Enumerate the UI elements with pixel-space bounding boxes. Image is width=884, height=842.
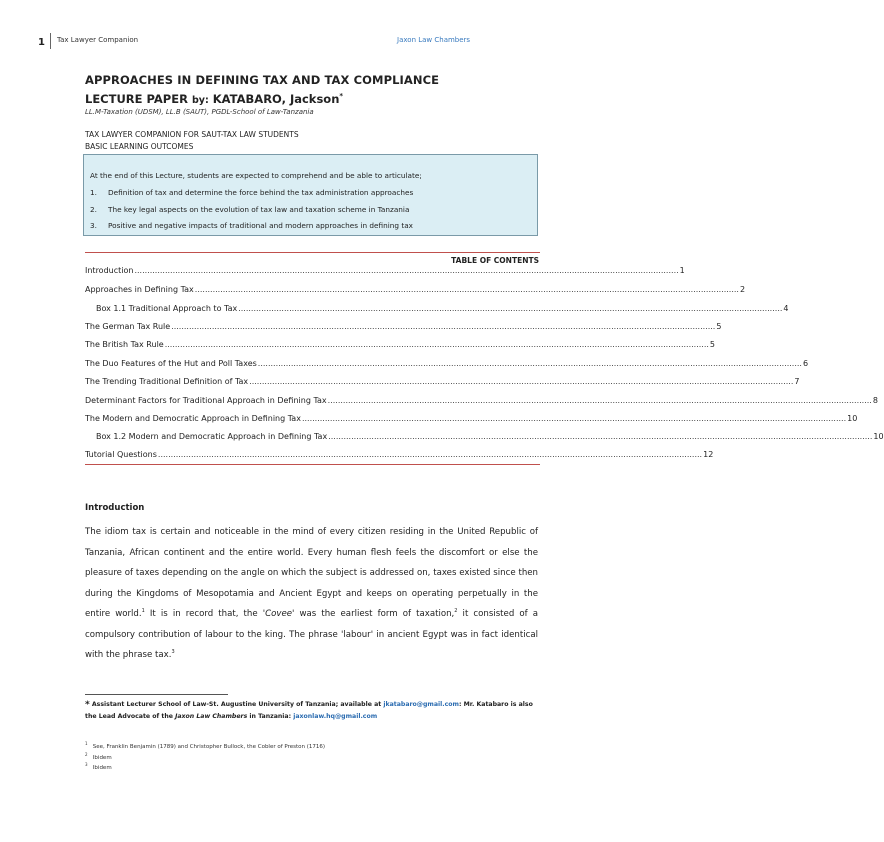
toc-entry-label: Tutorial Questions: [85, 450, 157, 459]
footnote-3: [85, 762, 112, 771]
toc-entry-tutorial-questions[interactable]: [85, 450, 714, 459]
outcome-text: Definition of tax and determine the force behind the tax administration approaches: [108, 188, 414, 197]
outcome-item: [90, 205, 409, 214]
author-name: KATABARO, Jackson: [212, 92, 340, 106]
footnote-ref[interactable]: 3: [171, 649, 175, 656]
email-link[interactable]: jkatabaro@gmail.com: [383, 701, 460, 708]
toc-entry-page: 12: [703, 450, 714, 459]
toc-entry-duo-features[interactable]: [85, 359, 809, 368]
toc-top-rule: [85, 252, 540, 253]
toc-entry-label: Box 1.2 Modern and Democratic Approach in Defining Tax: [96, 432, 328, 441]
toc-entry-trending-definition[interactable]: [85, 377, 800, 386]
header-right-text: Jaxon Law Chambers: [397, 36, 471, 44]
toc-entry-page: 1: [679, 266, 685, 275]
header-divider: [50, 33, 51, 49]
footnote-text: See, Franklin Benjamin (1789) and Christopher Bullock, the Cobler of Preston (1716): [92, 743, 326, 750]
outcome-item: [90, 221, 413, 230]
toc-entry-introduction[interactable]: [85, 266, 685, 275]
lecture-label: LECTURE PAPER: [85, 92, 188, 106]
toc-entry-page: 10: [847, 414, 858, 423]
email-link[interactable]: jaxonlaw.hq@gmail.com: [293, 713, 378, 720]
toc-bottom-rule: [85, 464, 540, 465]
toc-leader: ......................................................................................................................................................................................................................: [134, 266, 679, 275]
footnote-text: Ibidem: [92, 764, 112, 771]
learning-outcomes-box: [83, 154, 538, 236]
toc-entry-page: 10: [873, 432, 884, 441]
introduction-heading: Introduction: [85, 503, 145, 513]
toc-entry-label: Approaches in Defining Tax: [85, 285, 194, 294]
footnote-text: Assistant Lecturer School of Law-St. Augustine University of Tanzania; available at: [91, 701, 384, 708]
footnote-ref[interactable]: 1: [141, 608, 145, 615]
firm-name: Jaxon Law Chambers: [175, 713, 248, 720]
toc-entry-page: 5: [716, 322, 722, 331]
footnote-number: 2: [85, 752, 88, 757]
toc-entry-label: Determinant Factors for Traditional Approach in Defining Tax: [85, 396, 327, 405]
toc-leader: ......................................................................................................................................................................................................................: [238, 304, 783, 313]
covee-term: 'Covee': [262, 609, 295, 619]
subtitle-outcomes: BASIC LEARNING OUTCOMES: [85, 142, 194, 151]
toc-entry-label: The German Tax Rule: [85, 322, 171, 331]
lecture-by: by:: [191, 95, 209, 106]
subtitle-companion: TAX LAWYER COMPANION FOR SAUT-TAX LAW STUDENTS: [85, 130, 299, 139]
page-number: 1: [38, 37, 45, 48]
paragraph-text: was the earliest form of taxation,: [294, 609, 455, 619]
footnote-text: Ibidem: [92, 754, 112, 761]
toc-leader: ......................................................................................................................................................................................................................: [171, 322, 716, 331]
toc-entry-modern-approach[interactable]: [85, 414, 858, 423]
toc-leader: ......................................................................................................................................................................................................................: [164, 340, 709, 349]
toc-leader: ......................................................................................................................................................................................................................: [301, 414, 847, 423]
paragraph-text: It is in record that, the: [144, 609, 263, 619]
toc-entry-determinant-factors[interactable]: [85, 396, 878, 405]
paragraph-text: The idiom tax is certain and noticeable in the mind of every citizen residing in the United Republic of Tanzania, African continent and the entire world. Every human flesh feels the discomfort or else the pleasure of taxes depending on the angle on which the subject is addressed on, taxes existed since then during the Kingdoms of Mesopotamia and Ancient Egypt and keeps on operating perpetually in the entire world.: [85, 527, 538, 619]
toc-leader: ......................................................................................................................................................................................................................: [249, 377, 794, 386]
footnote-text: in Tanzania:: [247, 713, 294, 720]
toc-leader: ......................................................................................................................................................................................................................: [194, 285, 739, 294]
lecture-line: [85, 92, 343, 106]
footnote-text: : Mr. Katabaro is also the Lead Advocate of the: [85, 701, 533, 720]
toc-entry-box-1-1[interactable]: [96, 304, 789, 313]
toc-entry-label: Box 1.1 Traditional Approach to Tax: [96, 304, 238, 313]
footnote-rule: [85, 694, 228, 695]
toc-entry-british-tax-rule[interactable]: [85, 340, 716, 349]
toc-entry-page: 6: [802, 359, 809, 368]
author-footnote-marker: *: [339, 92, 344, 101]
toc-leader: ......................................................................................................................................................................................................................: [257, 359, 802, 368]
footnote-number: 3: [85, 762, 88, 767]
toc-entry-label: The British Tax Rule: [85, 340, 164, 349]
toc-entry-box-1-2[interactable]: [96, 432, 884, 441]
toc-entry-german-tax-rule[interactable]: [85, 322, 722, 331]
toc-entry-page: 2: [739, 285, 746, 294]
document-title: APPROACHES IN DEFINING TAX AND TAX COMPLIANCE: [85, 73, 440, 87]
toc-heading: TABLE OF CONTENTS: [451, 256, 539, 265]
introduction-paragraph: [85, 522, 538, 666]
toc-entry-page: 5: [709, 340, 716, 349]
outcome-number: 1.: [90, 188, 97, 197]
footnote-ref[interactable]: 2: [454, 608, 458, 615]
toc-leader: ......................................................................................................................................................................................................................: [157, 450, 703, 459]
paragraph-text: it consisted of a compulsory contribution of labour to the king. The phrase 'labour' in ancient Egypt was in fact identical with the phrase tax.: [85, 609, 538, 660]
outcome-number: 3.: [90, 221, 97, 230]
author-credentials: LL.M-Taxation (UDSM), LL.B (SAUT), PGDL-School of Law-Tanzania: [85, 108, 314, 116]
footnote-number: 1: [85, 741, 88, 746]
outcome-number: 2.: [90, 205, 97, 214]
toc-entry-page: 4: [783, 304, 789, 313]
outcome-text: Positive and negative impacts of traditional and modern approaches in defining tax: [108, 221, 413, 230]
author-footnote: [85, 699, 545, 723]
footnote-1: [85, 741, 325, 750]
header-left-text: Tax Lawyer Companion: [57, 36, 139, 44]
toc-leader: ......................................................................................................................................................................................................................: [327, 396, 872, 405]
toc-entry-label: Introduction: [85, 266, 134, 275]
toc-entry-label: The Trending Traditional Definition of Tax: [85, 377, 249, 386]
outcomes-intro: At the end of this Lecture, students are expected to comprehend and be able to articulate;: [90, 171, 422, 180]
toc-leader: ......................................................................................................................................................................................................................: [328, 432, 873, 441]
footnote-2: [85, 752, 112, 761]
toc-entry-approaches[interactable]: [85, 285, 746, 294]
toc-entry-page: 7: [794, 377, 800, 386]
footnote-star: *: [85, 700, 90, 710]
outcome-text: The key legal aspects on the evolution of tax law and taxation scheme in Tanzania: [108, 205, 410, 214]
toc-entry-page: 8: [872, 396, 878, 405]
toc-entry-label: The Duo Features of the Hut and Poll Taxes: [85, 359, 257, 368]
toc-entry-label: The Modern and Democratic Approach in Defining Tax: [85, 414, 301, 423]
outcome-item: [90, 188, 413, 197]
